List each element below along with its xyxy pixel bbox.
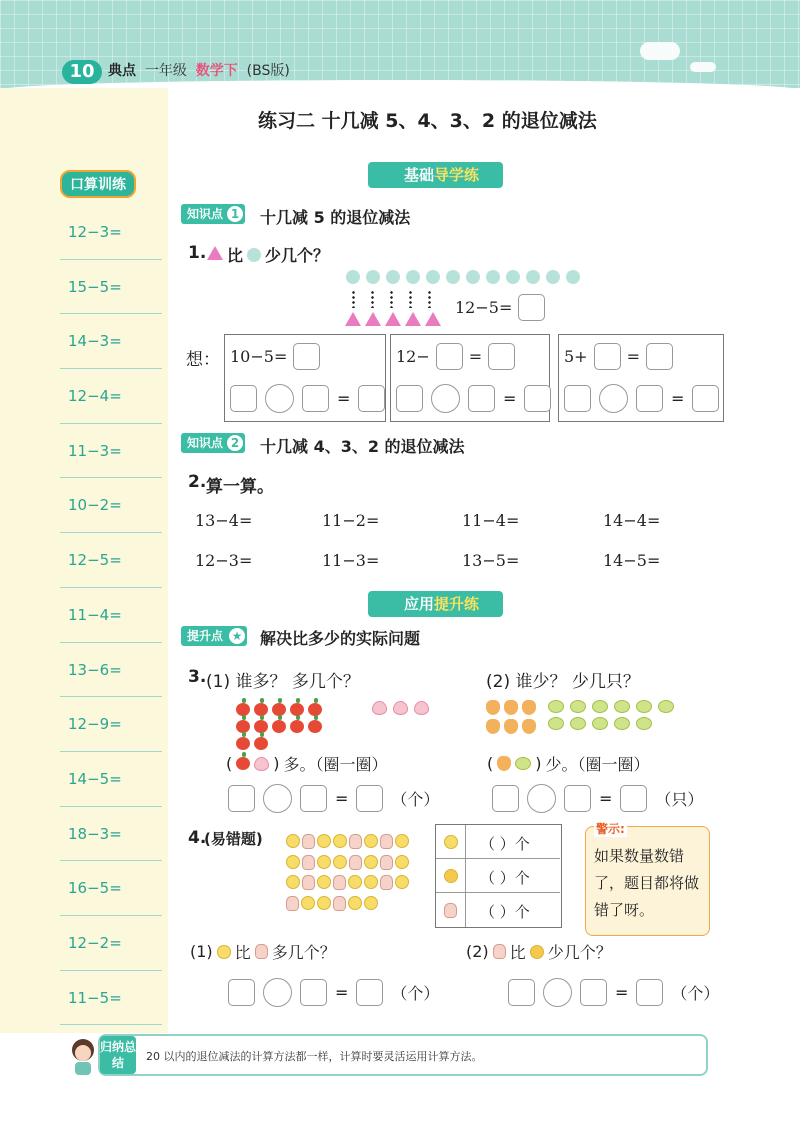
exercise-item: 11−2= [322, 511, 380, 530]
mouse-icon[interactable] [515, 757, 531, 770]
answer-box[interactable] [508, 979, 535, 1006]
q3-part2-answer [487, 752, 650, 775]
dotted-line [371, 290, 374, 308]
star-icon: ★ [229, 628, 245, 644]
mouse-icon [548, 700, 564, 713]
exercise-item: 13−4= [195, 511, 253, 530]
operator-circle[interactable] [265, 384, 294, 413]
oral-training-list [60, 205, 162, 1025]
circle-icon [426, 270, 440, 284]
equals-sign: = [671, 389, 685, 408]
triangle-row [345, 312, 441, 326]
answer-box[interactable] [492, 785, 519, 812]
apple-group [236, 703, 336, 750]
circle-icon [486, 270, 500, 284]
q4-part1-text-1: 比 [234, 943, 251, 962]
cat-icon [486, 719, 500, 734]
smile-face-icon [444, 835, 458, 849]
exercise-item: 12−3= [195, 551, 253, 570]
hand-icon [349, 834, 362, 849]
think-box-1-line-1 [230, 343, 320, 370]
book-brand [108, 60, 290, 80]
answer-box[interactable] [302, 385, 329, 412]
face-icon [286, 855, 300, 869]
unit-label: （个） [671, 984, 720, 1003]
kp-tag-number: 1 [227, 206, 243, 222]
triangle-icon [425, 312, 441, 326]
knowledge-point-1-tag [181, 204, 245, 224]
q2-text: 算一算。 [206, 477, 274, 497]
q3-part1-answer-text: 多。（圈一圈） [283, 755, 388, 774]
operator-circle[interactable] [599, 384, 628, 413]
face-icon [395, 855, 409, 869]
mouse-icon [592, 700, 608, 713]
dotted-line [352, 290, 355, 308]
apple-icon [272, 720, 286, 733]
q4-part2-text-2: 少几个？ [547, 943, 612, 962]
table-icon-cell [436, 825, 466, 859]
q4-part1-number: (1) [190, 942, 213, 961]
q4-count-table [435, 824, 562, 928]
hand-icon [380, 834, 393, 849]
edition: (BS版) [246, 63, 290, 79]
improvement-point-tag [181, 626, 247, 646]
summary-text: 20 以内的退位减法的计算方法都一样，计算时要灵活运用计算方法。 [146, 1050, 483, 1063]
kp-tag-label: 知识点 [187, 436, 224, 450]
mouse-icon [658, 700, 674, 713]
q4-part2 [466, 940, 612, 963]
equals-sign: = [337, 389, 351, 408]
exercise-item: 13−5= [462, 551, 520, 570]
face-icon [364, 875, 378, 889]
answer-box[interactable] [518, 294, 545, 321]
cloud-icon [640, 42, 680, 60]
unit-label: （个） [391, 790, 440, 809]
oral-item: 12−2= [60, 916, 162, 971]
answer-box[interactable] [228, 785, 255, 812]
page-title: 练习二 十几减 5、4、3、2 的退位减法 [258, 110, 597, 132]
oral-item: 10−2= [60, 478, 162, 533]
exercise-item: 11−3= [322, 551, 380, 570]
think-box-3-text: 5+ [564, 347, 588, 366]
answer-box[interactable] [580, 979, 607, 1006]
q2-number: 2. [188, 472, 207, 492]
equals-sign: = [503, 389, 517, 408]
mouse-icon [548, 717, 564, 730]
face-icon [333, 855, 347, 869]
circle-icon [506, 270, 520, 284]
face-icon [348, 875, 362, 889]
face-icon [364, 834, 378, 848]
cat-icon [522, 719, 536, 734]
subject: 数学下 [195, 63, 238, 79]
equals-sign: = [599, 789, 613, 808]
answer-box[interactable] [564, 385, 591, 412]
mouse-icon [592, 717, 608, 730]
oral-item: 12−9= [60, 697, 162, 752]
hand-icon [333, 896, 346, 911]
hand-icon [286, 896, 299, 911]
hand-icon [302, 875, 315, 890]
face-icon [286, 834, 300, 848]
table-icon-cell [436, 893, 466, 927]
oral-item: 18−3= [60, 807, 162, 862]
oral-item: 14−5= [60, 752, 162, 807]
oral-item: 11−4= [60, 588, 162, 643]
exercise-item: 14−4= [603, 511, 661, 530]
side-face-icon [444, 869, 458, 883]
q4-part2-text-1: 比 [509, 943, 526, 962]
think-box-3-line-2 [564, 384, 719, 413]
face-icon [317, 875, 331, 889]
cat-icon [522, 700, 536, 715]
answer-box[interactable] [524, 385, 551, 412]
exercise-item: 14−5= [603, 551, 661, 570]
hand-icon [302, 834, 315, 849]
circle-icon [406, 270, 420, 284]
face-icon [301, 896, 315, 910]
face-icon [395, 834, 409, 848]
hand-icon [380, 875, 393, 890]
child-mascot-icon [68, 1036, 98, 1076]
q3-part2: (2) 谁少？ 少几只？ [486, 672, 640, 692]
oral-item: 16−5= [60, 861, 162, 916]
answer-box[interactable] [620, 785, 647, 812]
answer-box[interactable] [564, 785, 591, 812]
equals-sign: = [468, 347, 483, 366]
q4-part2-number: (2) [466, 942, 489, 961]
q1-equation-text: 12−5= [455, 298, 513, 317]
equals-sign: = [626, 347, 640, 366]
answer-box[interactable] [488, 343, 515, 370]
q3-part2-answer-text: 少。（圈一圈） [545, 755, 650, 774]
apple-icon [236, 737, 250, 750]
dotted-lines [352, 290, 431, 308]
answer-box[interactable] [293, 343, 320, 370]
warning-tip-box: 如果数量数错了，题目都将做错了呀。 [585, 826, 710, 936]
section-basic-banner [368, 162, 503, 188]
answer-box[interactable] [358, 385, 385, 412]
section-apply-highlight: 提升练 [434, 595, 480, 613]
circle-icon [546, 270, 560, 284]
circle-icon [386, 270, 400, 284]
q1-equation [455, 294, 545, 321]
warning-tip-tag: 警示: [596, 822, 625, 836]
face-icon [364, 855, 378, 869]
hand-icon [302, 855, 315, 870]
triangle-icon [405, 312, 421, 326]
dotted-line [428, 290, 431, 308]
q4-part1-equation [228, 978, 439, 1007]
q4-part1 [190, 940, 336, 963]
dotted-line [409, 290, 412, 308]
triangle-icon [365, 312, 381, 326]
mouse-group [548, 700, 678, 730]
face-icon [364, 896, 378, 910]
brand-name: 典点 [108, 63, 136, 79]
face-icon [348, 896, 362, 910]
q1-text-2: 少几个？ [265, 246, 330, 265]
tp-tag-label: 提升点 [187, 629, 224, 643]
apple-icon [308, 720, 322, 733]
equals-sign: = [335, 789, 349, 808]
section-apply-banner [368, 591, 503, 617]
operator-circle[interactable] [431, 384, 460, 413]
circle-icon [247, 248, 261, 262]
section-basic-highlight: 导学练 [434, 166, 480, 184]
kp-tag-number: 2 [227, 435, 243, 451]
triangle-icon [385, 312, 401, 326]
table-row [436, 859, 560, 893]
answer-box[interactable] [436, 343, 463, 370]
side-face-icon [530, 945, 544, 959]
mouse-icon [636, 700, 652, 713]
table-row [436, 825, 560, 859]
oral-item: 11−5= [60, 971, 162, 1026]
circle-icon [366, 270, 380, 284]
face-icon [333, 834, 347, 848]
circle-icon [466, 270, 480, 284]
mouse-icon [570, 700, 586, 713]
circle-row [346, 270, 580, 284]
mouse-icon [570, 717, 586, 730]
equals-sign: = [335, 983, 349, 1002]
answer-box[interactable] [300, 979, 327, 1006]
answer-box[interactable] [692, 385, 719, 412]
think-box-3-line-1 [564, 343, 673, 370]
think-box-2-text: 12− [396, 347, 430, 366]
peach-icon [372, 701, 387, 715]
smile-face-icon [217, 945, 231, 959]
circle-icon [446, 270, 460, 284]
grade: 一年级 [144, 63, 187, 79]
peach-icon [414, 701, 429, 715]
q3-part1-equation [228, 784, 439, 813]
hand-icon [493, 944, 506, 959]
circle-icon [566, 270, 580, 284]
apple-icon[interactable] [236, 757, 250, 770]
think-box-2-line-2 [396, 384, 551, 413]
triangle-icon [207, 246, 223, 260]
kp-tag-label: 知识点 [187, 207, 224, 221]
circle-icon [526, 270, 540, 284]
q3-part1-answer [226, 752, 388, 775]
answer-box[interactable] [228, 979, 255, 1006]
cat-group [486, 700, 536, 734]
oral-item: 13−6= [60, 643, 162, 698]
answer-box[interactable] [230, 385, 257, 412]
knowledge-point-1-text: 十几减 5 的退位减法 [260, 208, 411, 227]
mouse-icon [636, 717, 652, 730]
think-box-1-text: 10−5= [230, 347, 288, 366]
circle-icon [346, 270, 360, 284]
q1-number: 1. [188, 243, 207, 263]
oral-item: 12−5= [60, 533, 162, 588]
answer-box[interactable] [396, 385, 423, 412]
answer-box[interactable] [468, 385, 495, 412]
close-paren: ) [273, 754, 280, 773]
operator-circle[interactable] [527, 784, 556, 813]
answer-box[interactable] [636, 979, 663, 1006]
faces-and-hands-pile [286, 834, 418, 914]
answer-box[interactable] [300, 785, 327, 812]
section-apply-label: 应用 [404, 595, 435, 613]
face-icon [286, 875, 300, 889]
cloud-icon [690, 62, 716, 72]
peach-group [372, 701, 429, 715]
operator-circle[interactable] [543, 978, 572, 1007]
oral-item: 15−5= [60, 260, 162, 315]
oral-item: 14−3= [60, 314, 162, 369]
q4-part2-equation [508, 978, 719, 1007]
hand-icon [444, 903, 457, 918]
answer-box[interactable] [356, 785, 383, 812]
q3-part2-equation [492, 784, 703, 813]
q4-label: (易错题) [204, 830, 263, 848]
table-row [436, 893, 560, 927]
knowledge-point-2-tag [181, 433, 245, 453]
oral-training-title: 口算训练 [60, 170, 136, 198]
q3-part1: (1) 谁多？ 多几个？ [206, 672, 360, 692]
page-number: 10 [62, 60, 102, 84]
count-cell[interactable]: （ ）个 [480, 903, 530, 921]
triangle-icon [345, 312, 361, 326]
hand-icon [380, 855, 393, 870]
face-icon [317, 855, 331, 869]
answer-box[interactable] [646, 343, 673, 370]
operator-circle[interactable] [263, 978, 292, 1007]
unit-label: （只） [655, 790, 704, 809]
mouse-icon [614, 700, 630, 713]
improvement-point-text: 解决比多少的实际问题 [260, 629, 421, 648]
think-box-2-line-1 [396, 343, 515, 370]
open-paren: ( [226, 754, 233, 773]
table-icon-cell [436, 859, 466, 893]
answer-box[interactable] [636, 385, 663, 412]
q1-text-1: 比 [227, 246, 244, 265]
answer-box[interactable] [356, 979, 383, 1006]
operator-circle[interactable] [263, 784, 292, 813]
cat-icon [504, 700, 518, 715]
open-paren: ( [487, 754, 494, 773]
dotted-line [390, 290, 393, 308]
knowledge-point-2-text: 十几减 4、3、2 的退位减法 [260, 437, 465, 456]
count-cell[interactable]: （ ）个 [480, 869, 530, 887]
hand-icon [333, 875, 346, 890]
hand-icon [255, 944, 268, 959]
oral-item: 12−4= [60, 369, 162, 424]
unit-label: （个） [391, 984, 440, 1003]
hand-icon [349, 855, 362, 870]
peach-icon[interactable] [254, 757, 269, 771]
count-cell[interactable]: （ ）个 [480, 835, 530, 853]
think-box-1-line-2 [230, 384, 385, 413]
face-icon [317, 834, 331, 848]
summary-tag: 归纳总结 [100, 1036, 136, 1074]
mouse-icon [614, 717, 630, 730]
cat-icon [486, 700, 500, 715]
apple-icon [290, 720, 304, 733]
q4-number: 4. [188, 828, 207, 848]
equals-sign: = [615, 983, 629, 1002]
q3-number: 3. [188, 667, 207, 687]
exercise-item: 11−4= [462, 511, 520, 530]
oral-item: 11−3= [60, 424, 162, 479]
face-icon [395, 875, 409, 889]
face-icon [317, 896, 331, 910]
oral-item: 12−3= [60, 205, 162, 260]
cat-icon[interactable] [497, 756, 511, 771]
q4-part1-text-2: 多几个？ [271, 943, 336, 962]
answer-box[interactable] [594, 343, 621, 370]
section-basic-label: 基础 [404, 166, 435, 184]
apple-icon [254, 737, 268, 750]
cat-icon [504, 719, 518, 734]
peach-icon [393, 701, 408, 715]
think-label: 想： [186, 350, 220, 370]
close-paren: ) [535, 754, 542, 773]
